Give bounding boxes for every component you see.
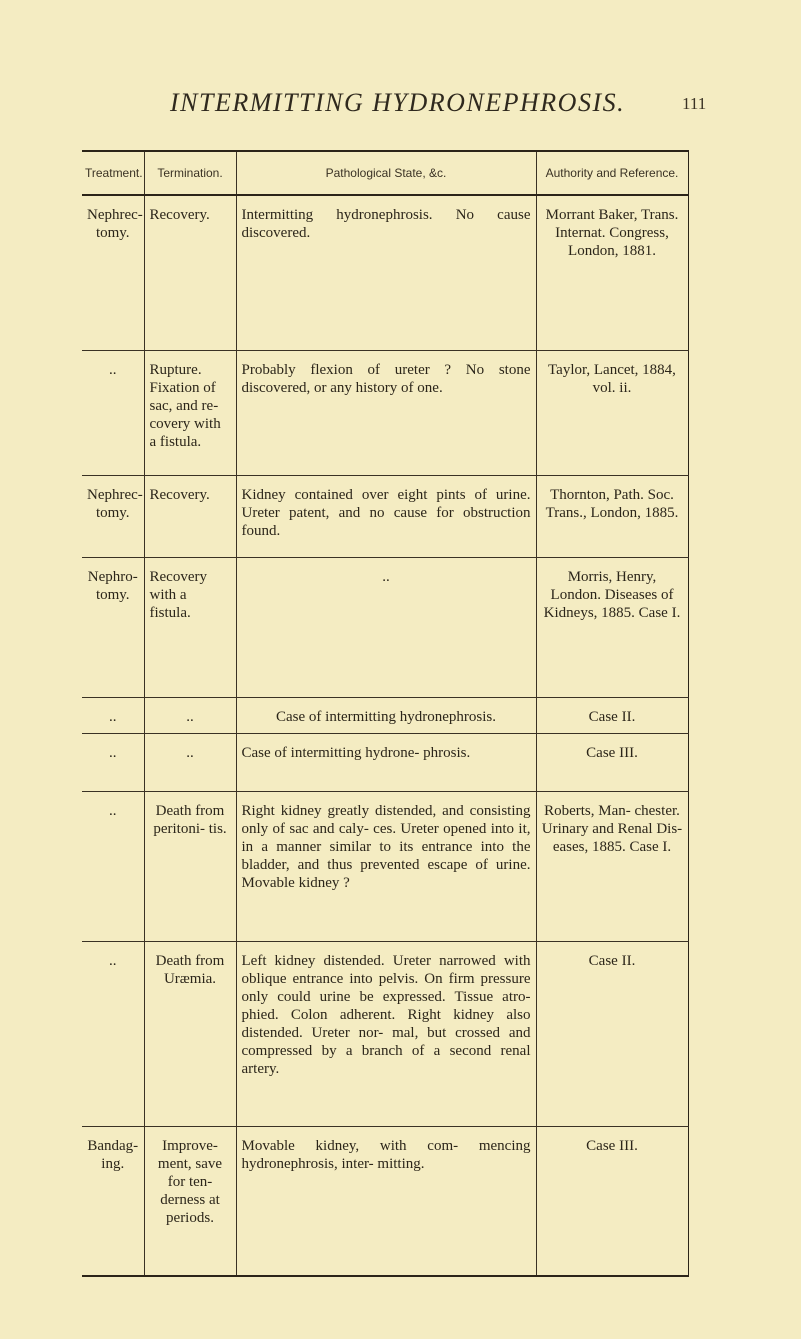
cell-pathological-state: Case of intermitting hydrone- phrosis. bbox=[236, 733, 536, 791]
header-pathological-state: Pathological State, &c. bbox=[236, 151, 536, 195]
cell-treatment: Nephro- tomy. bbox=[82, 557, 144, 697]
table-row bbox=[82, 195, 688, 350]
table-row bbox=[82, 557, 688, 697]
cell-authority: Morris, Henry, London. Diseases of Kidneys, 1885. Case I. bbox=[536, 557, 688, 697]
header-termination: Termination. bbox=[144, 151, 236, 195]
table-row bbox=[82, 350, 688, 475]
cell-treatment: .. bbox=[82, 941, 144, 1126]
cell-termination: .. bbox=[144, 697, 236, 733]
table-header-row bbox=[82, 151, 688, 195]
table-row bbox=[82, 475, 688, 557]
cell-treatment: .. bbox=[82, 697, 144, 733]
cell-treatment: Nephrec- tomy. bbox=[82, 195, 144, 350]
cell-pathological-state: .. bbox=[236, 557, 536, 697]
header-treatment: Treatment. bbox=[82, 151, 144, 195]
cell-authority: Taylor, Lancet, 1884, vol. ii. bbox=[536, 350, 688, 475]
cell-pathological-state: Case of intermitting hydronephrosis. bbox=[236, 697, 536, 733]
cell-termination: Improve- ment, save for ten- derness at periods. bbox=[144, 1126, 236, 1276]
table-row bbox=[82, 1126, 688, 1276]
cell-pathological-state: Probably flexion of ureter ? No stone discovered, or any history of one. bbox=[236, 350, 536, 475]
cell-authority: Morrant Baker, Trans. Internat. Congress, London, 1881. bbox=[536, 195, 688, 350]
cell-termination: Recovery with a fistula. bbox=[144, 557, 236, 697]
cell-pathological-state: Left kidney distended. Ureter narrowed with oblique entrance into pelvis. On firm pressure only could urine be expressed. Tissue atro- phied. Colon adherent. Right kidney also distended. Ureter nor- mal, but crossed and compressed by a branch of a second renal artery. bbox=[236, 941, 536, 1126]
cell-termination: .. bbox=[144, 733, 236, 791]
cell-treatment: .. bbox=[82, 733, 144, 791]
cell-treatment: .. bbox=[82, 350, 144, 475]
table-row bbox=[82, 791, 688, 941]
page-header bbox=[0, 88, 801, 128]
cell-authority: Thornton, Path. Soc. Trans., London, 1885. bbox=[536, 475, 688, 557]
cell-pathological-state: Movable kidney, with com- mencing hydronephrosis, inter- mitting. bbox=[236, 1126, 536, 1276]
cell-authority: Case III. bbox=[536, 733, 688, 791]
table-row bbox=[82, 697, 688, 733]
page-number: 111 bbox=[682, 94, 707, 113]
cell-authority: Case III. bbox=[536, 1126, 688, 1276]
cell-termination: Death from peritoni- tis. bbox=[144, 791, 236, 941]
cell-termination: Rupture. Fixation of sac, and re- covery with a fistula. bbox=[144, 350, 236, 475]
table-row bbox=[82, 733, 688, 791]
cell-termination: Recovery. bbox=[144, 475, 236, 557]
cell-pathological-state: Kidney contained over eight pints of urine. Ureter patent, and no cause for obstruction found. bbox=[236, 475, 536, 557]
cell-pathological-state: Intermitting hydronephrosis. No cause discovered. bbox=[236, 195, 536, 350]
cell-treatment: .. bbox=[82, 791, 144, 941]
running-title: INTERMITTING HYDRONEPHROSIS. bbox=[170, 88, 626, 117]
case-table bbox=[82, 150, 689, 1277]
cell-authority: Case II. bbox=[536, 941, 688, 1126]
cell-treatment: Bandag- ing. bbox=[82, 1126, 144, 1276]
cell-treatment: Nephrec- tomy. bbox=[82, 475, 144, 557]
cell-termination: Death from Uræmia. bbox=[144, 941, 236, 1126]
cell-termination: Recovery. bbox=[144, 195, 236, 350]
cell-pathological-state: Right kidney greatly distended, and consisting only of sac and caly- ces. Ureter opened into it, in a manner similar to its entrance into the bladder, and thus prevented escape of urine. Movable kidney ? bbox=[236, 791, 536, 941]
table-row bbox=[82, 941, 688, 1126]
cell-authority: Roberts, Man- chester. Urinary and Renal Dis- eases, 1885. Case I. bbox=[536, 791, 688, 941]
header-authority: Authority and Reference. bbox=[536, 151, 688, 195]
cell-authority: Case II. bbox=[536, 697, 688, 733]
